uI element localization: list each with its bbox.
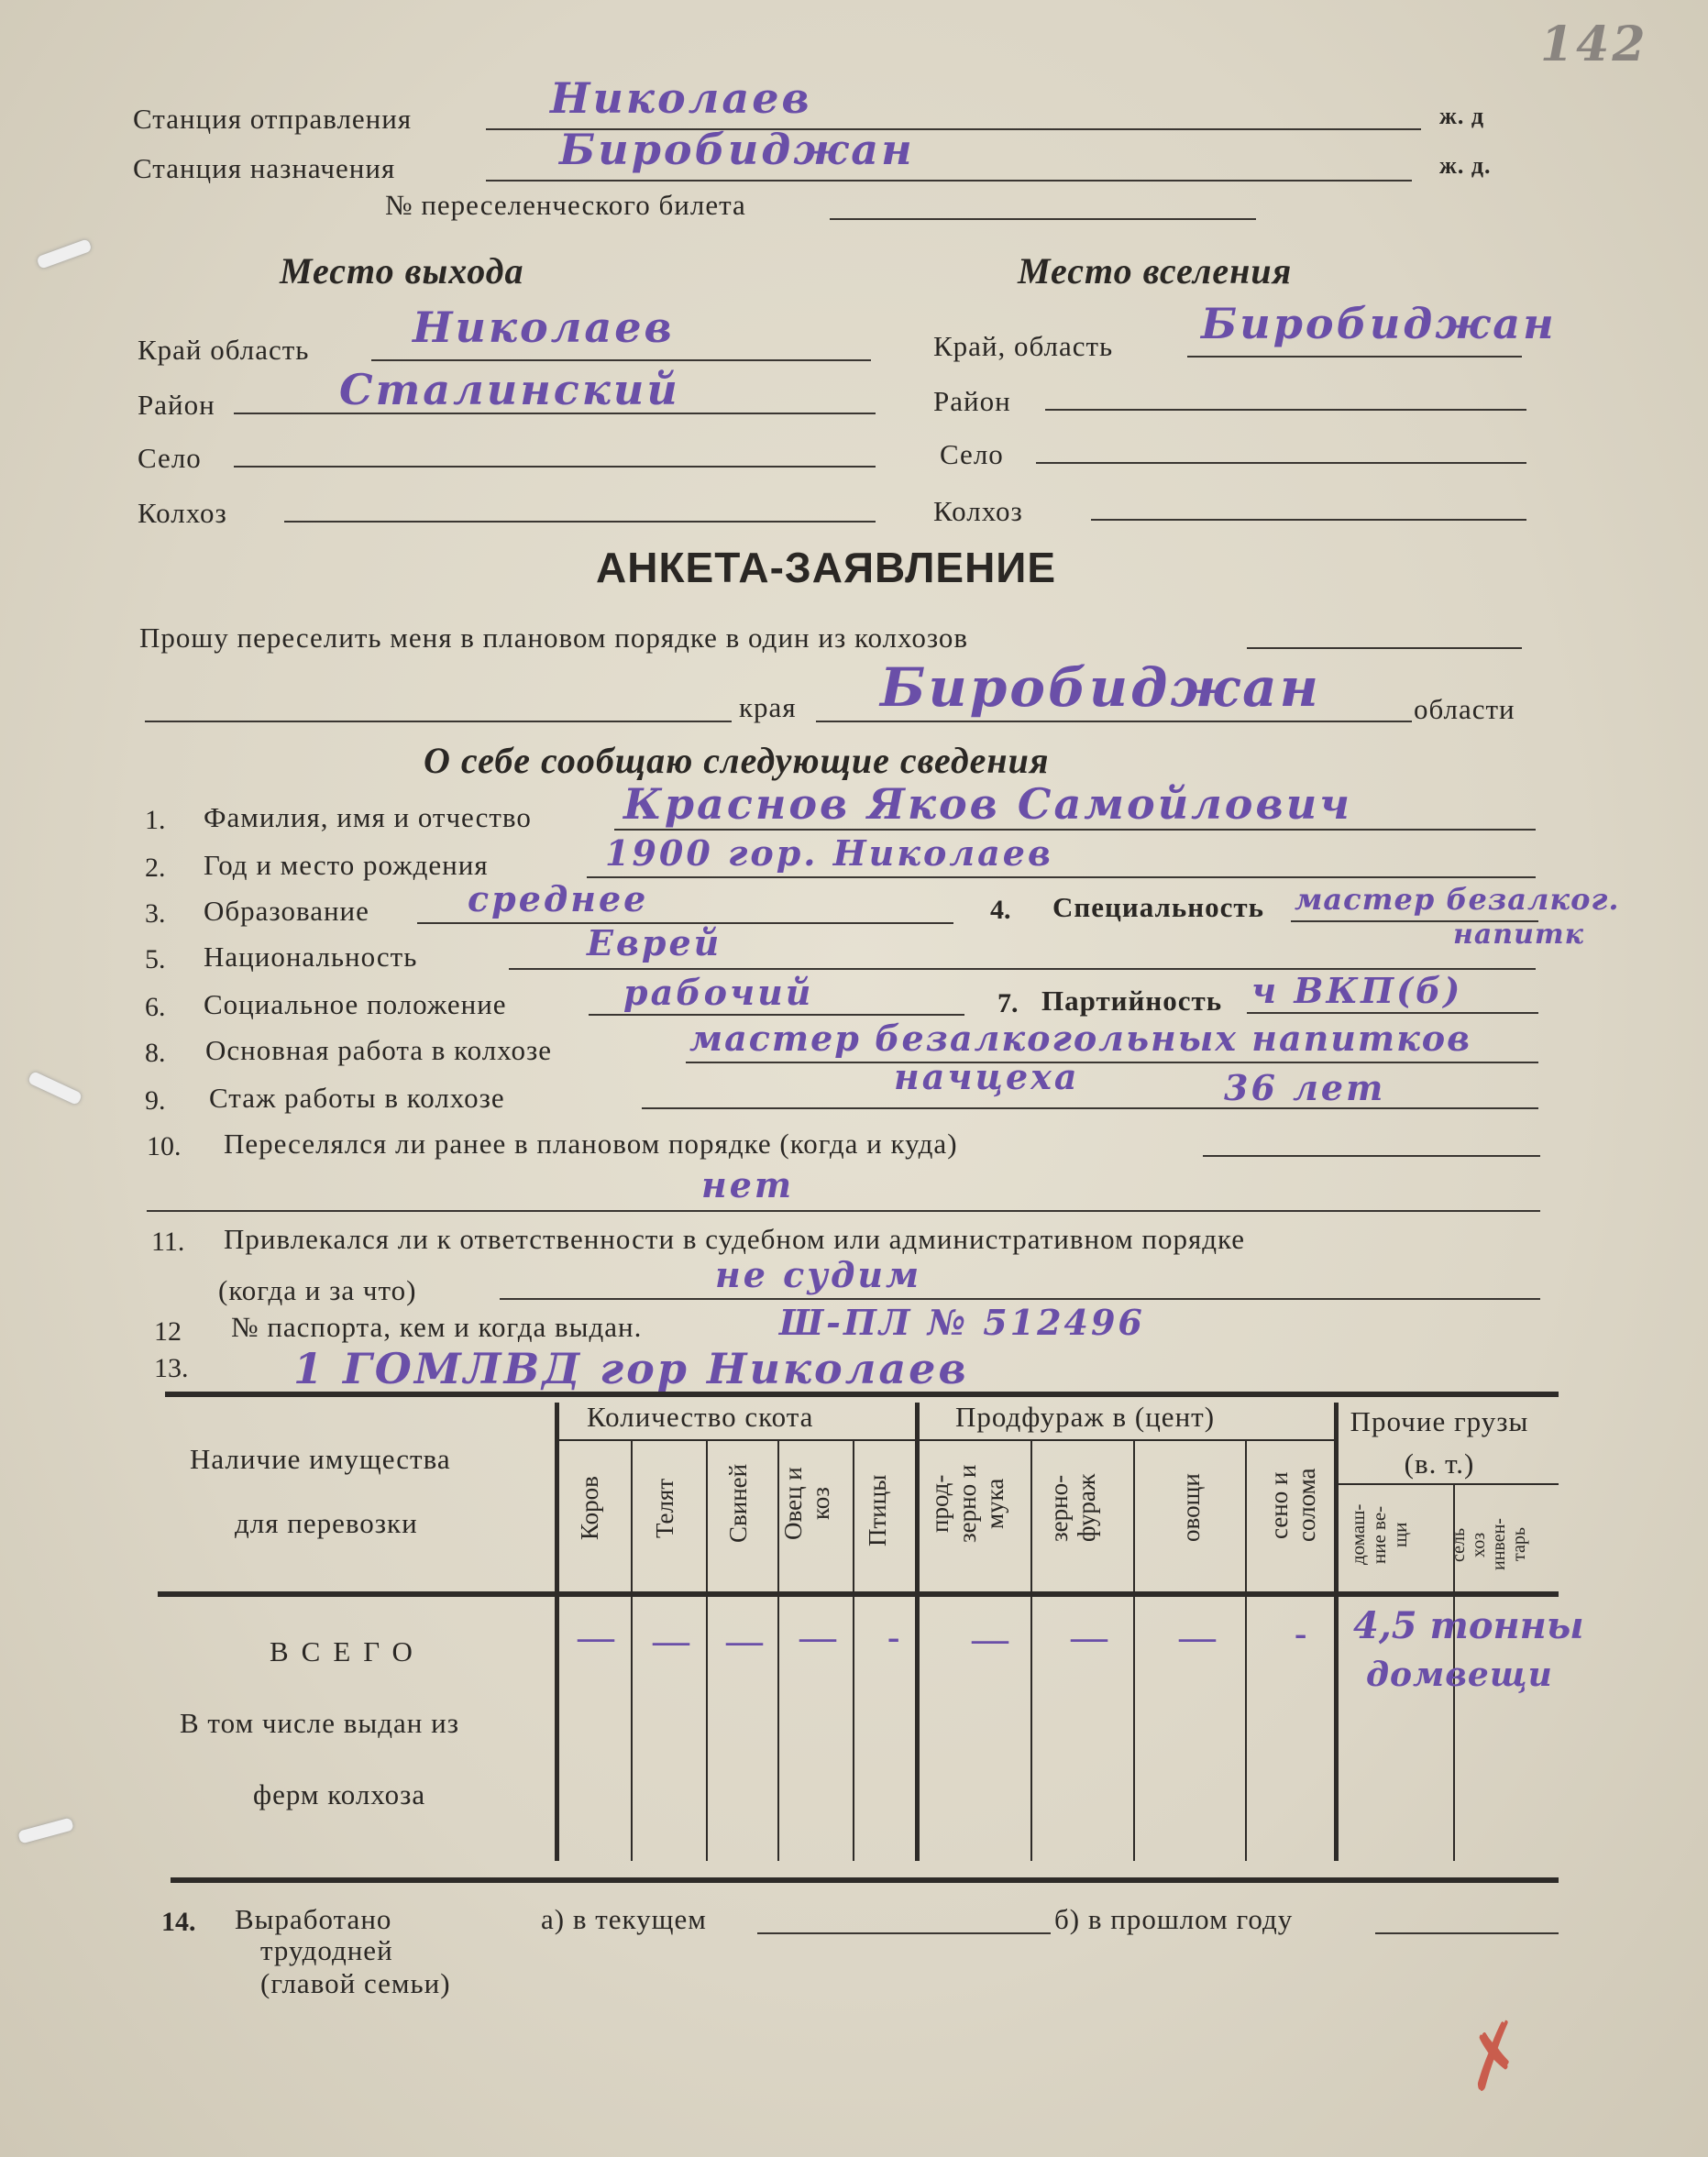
departure-station-value: Николаев	[550, 73, 812, 123]
kray-label: края	[739, 691, 797, 723]
col-grain-fodder: зерно- фураж	[1045, 1473, 1100, 1543]
vrule-5	[1030, 1441, 1032, 1861]
vrule-7	[1245, 1441, 1247, 1861]
origin-kolkhoz-line	[284, 521, 876, 523]
departure-station-label: Станция отправления	[133, 103, 413, 135]
col-pigs: Свиней	[724, 1463, 752, 1544]
origin-district-value: Сталинский	[339, 365, 680, 414]
f5-value: Еврей	[587, 922, 722, 963]
f1-label: Фамилия, имя и отчество	[204, 801, 532, 833]
origin-village-line	[234, 466, 876, 468]
f2-value: 1900 гор. Николаев	[605, 832, 1053, 874]
group-other-header: Прочие грузы (в. т.)	[1350, 1405, 1529, 1480]
total-label: ВСЕГО	[270, 1635, 425, 1667]
f9-line	[642, 1107, 1538, 1109]
table-top-rule	[165, 1392, 1559, 1397]
f11-label-continued: (когда и за что)	[218, 1274, 417, 1306]
f1-num: 1.	[145, 805, 166, 835]
table-row-header-1: Наличие имущества	[190, 1443, 451, 1475]
f1-value: Краснов Яков Самойлович	[623, 779, 1353, 829]
origin-region-line	[371, 359, 871, 361]
destination-header: Место вселения	[1018, 250, 1293, 292]
archive-number: 142	[1540, 17, 1648, 72]
total-calves: —	[653, 1620, 689, 1661]
destination-region-label: Край, область	[933, 330, 1114, 362]
f12-value: Ш-ПЛ № 512496	[779, 1302, 1145, 1343]
origin-region-label: Край область	[138, 334, 310, 366]
binder-thread-top	[36, 238, 92, 270]
f11-value: не судим	[715, 1254, 922, 1295]
table-row-header-2: для перевозки	[235, 1507, 418, 1539]
f10-label: Переселялся ли ранее в плановом порядке (когда и куда)	[224, 1128, 958, 1160]
vrule-4	[853, 1441, 854, 1861]
oblast-label: области	[1414, 693, 1515, 725]
destination-kolkhoz-label: Колхоз	[933, 495, 1023, 527]
destination-region-line	[1187, 356, 1522, 358]
total-vegetables: —	[1179, 1616, 1216, 1657]
col-grain-flour: прод- зерно и мука	[926, 1464, 1008, 1543]
origin-region-value: Николаев	[413, 303, 675, 352]
ticket-line	[830, 218, 1256, 220]
f8-value: мастер безалкогольных напитков	[689, 1018, 1472, 1059]
workdays-current-line	[757, 1932, 1051, 1934]
kray-line	[145, 721, 732, 722]
f6-value: рабочий	[623, 972, 814, 1013]
col-vegetables: овощи	[1177, 1473, 1205, 1543]
issued-label-1: В том числе выдан из	[180, 1707, 459, 1739]
f9-label: Стаж работы в колхозе	[209, 1082, 505, 1114]
f13-value: 1 ГОМЛВД гор Николаев	[293, 1344, 969, 1393]
total-grain-fodder: —	[1071, 1616, 1107, 1657]
f11-label: Привлекался ли к ответственности в судебном или административном порядке	[224, 1223, 1246, 1255]
col-sheep-goats: Овец и коз	[779, 1467, 834, 1540]
f5-num: 5.	[145, 944, 166, 974]
total-cows: —	[578, 1616, 614, 1657]
f1-line	[614, 829, 1536, 831]
oblast-value: Биробиджан	[880, 656, 1321, 719]
f12-label: № паспорта, кем и когда выдан.	[231, 1311, 643, 1343]
origin-kolkhoz-label: Колхоз	[138, 497, 227, 529]
destination-region-value: Биробиджан	[1201, 299, 1557, 348]
total-household-goods-continued: домвещи	[1366, 1656, 1553, 1694]
destination-village-label: Село	[940, 438, 1004, 470]
col-household-goods: домаш- ние ве- щи	[1347, 1503, 1411, 1566]
destination-kolkhoz-line	[1091, 519, 1526, 521]
f8-line	[686, 1062, 1538, 1063]
issued-label-2: ферм колхоза	[253, 1778, 426, 1810]
request-text: Прошу переселить меня в плановом порядке в один из колхозов	[139, 622, 969, 654]
f10-line-2	[147, 1210, 1540, 1212]
ticket-label: № переселенческого билета	[385, 189, 746, 221]
vrule-group-2	[915, 1403, 920, 1861]
rail-suffix-1: ж. д	[1439, 103, 1485, 129]
f4-label: Специальность	[1052, 891, 1265, 923]
workdays-previous-line	[1375, 1932, 1559, 1934]
f6-line	[589, 1014, 964, 1016]
request-line	[1247, 647, 1522, 649]
destination-station-value: Биробиджан	[559, 125, 915, 174]
f14-num: 14.	[161, 1907, 196, 1937]
vrule-label-col	[555, 1403, 559, 1861]
oblast-line	[816, 721, 1412, 722]
f8-label: Основная работа в колхозе	[205, 1034, 553, 1066]
total-household-goods: 4,5 тонны	[1353, 1604, 1584, 1647]
rail-suffix-2: ж. д.	[1439, 152, 1492, 179]
f4-num: 4.	[990, 895, 1011, 925]
f6-num: 6.	[145, 992, 166, 1022]
f5-label: Национальность	[204, 941, 418, 973]
group-fodder-header: Продфураж в (цент)	[955, 1401, 1216, 1433]
f3-num: 3.	[145, 898, 166, 929]
workdays-label-2: трудодней	[260, 1934, 393, 1966]
destination-district-label: Район	[933, 385, 1011, 417]
workdays-previous-label: б) в прошлом году	[1054, 1903, 1294, 1935]
f11-line	[500, 1298, 1540, 1300]
f9-num: 9.	[145, 1085, 166, 1116]
f9-value: начцеха	[894, 1056, 1080, 1097]
group-livestock-header: Количество скота	[587, 1401, 814, 1433]
table-header-rule	[158, 1591, 1559, 1597]
table-bottom-rule	[171, 1877, 1559, 1883]
f11-num: 11.	[151, 1227, 185, 1257]
vrule-6	[1133, 1441, 1135, 1861]
workdays-label-1: Выработано	[235, 1903, 392, 1935]
f4-value-continued: напитк	[1453, 919, 1584, 951]
total-pigs: —	[726, 1620, 763, 1661]
destination-station-line	[486, 180, 1412, 182]
workdays-label-3: (главой семьи)	[260, 1967, 451, 1999]
col-poultry: Птицы	[864, 1474, 891, 1546]
f10-num: 10.	[147, 1131, 182, 1161]
col-hay-straw: сено и солома	[1265, 1468, 1320, 1543]
f3-label: Образование	[204, 895, 369, 927]
f6-label: Социальное положение	[204, 988, 507, 1020]
f10-line-1	[1203, 1155, 1540, 1157]
vrule-1	[631, 1441, 633, 1861]
f4-value: мастер безалког.	[1295, 882, 1620, 917]
total-grain-flour: —	[972, 1618, 1008, 1659]
f2-label: Год и место рождения	[204, 849, 489, 881]
total-hay-straw: -	[1295, 1612, 1307, 1654]
vrule-2	[706, 1441, 708, 1861]
f7-line	[1247, 1012, 1538, 1014]
f8-num: 8.	[145, 1038, 166, 1068]
workdays-current-label: а) в текущем	[541, 1903, 707, 1935]
destination-district-line	[1045, 409, 1526, 411]
red-pencil-mark: ✗	[1442, 2008, 1535, 2111]
f2-num: 2.	[145, 853, 166, 883]
f13-num: 13.	[154, 1353, 189, 1383]
binder-thread-bottom	[17, 1817, 74, 1843]
col-farm-inventory: сель хоз инвен- тарь	[1449, 1518, 1529, 1571]
f10-value: нет	[701, 1164, 795, 1205]
other-group-rule	[1339, 1483, 1559, 1485]
form-title: АНКЕТА-ЗАЯВЛЕНИЕ	[596, 544, 1057, 591]
total-poultry: -	[887, 1616, 900, 1657]
col-cows: Коров	[576, 1476, 603, 1540]
f7-value: ч ВКП(б)	[1251, 970, 1463, 1011]
f3-value: среднее	[468, 878, 649, 919]
f7-num: 7.	[997, 988, 1019, 1018]
section-title: О себе сообщаю следующие сведения	[424, 740, 1050, 781]
f2-line	[587, 876, 1536, 878]
vrule-group-3	[1334, 1403, 1339, 1861]
origin-village-label: Село	[138, 442, 202, 474]
origin-header: Место выхода	[280, 250, 524, 292]
f12-num: 12	[154, 1316, 182, 1347]
total-sheep: —	[799, 1616, 836, 1657]
vrule-3	[777, 1441, 779, 1861]
col-calves: Телят	[651, 1478, 678, 1538]
destination-village-line	[1036, 462, 1526, 464]
origin-district-label: Район	[138, 389, 215, 421]
destination-station-label: Станция назначения	[133, 152, 396, 184]
f9-value-years: 36 лет	[1224, 1067, 1386, 1108]
binder-thread-middle	[28, 1071, 83, 1106]
f7-label: Партийность	[1041, 985, 1223, 1017]
